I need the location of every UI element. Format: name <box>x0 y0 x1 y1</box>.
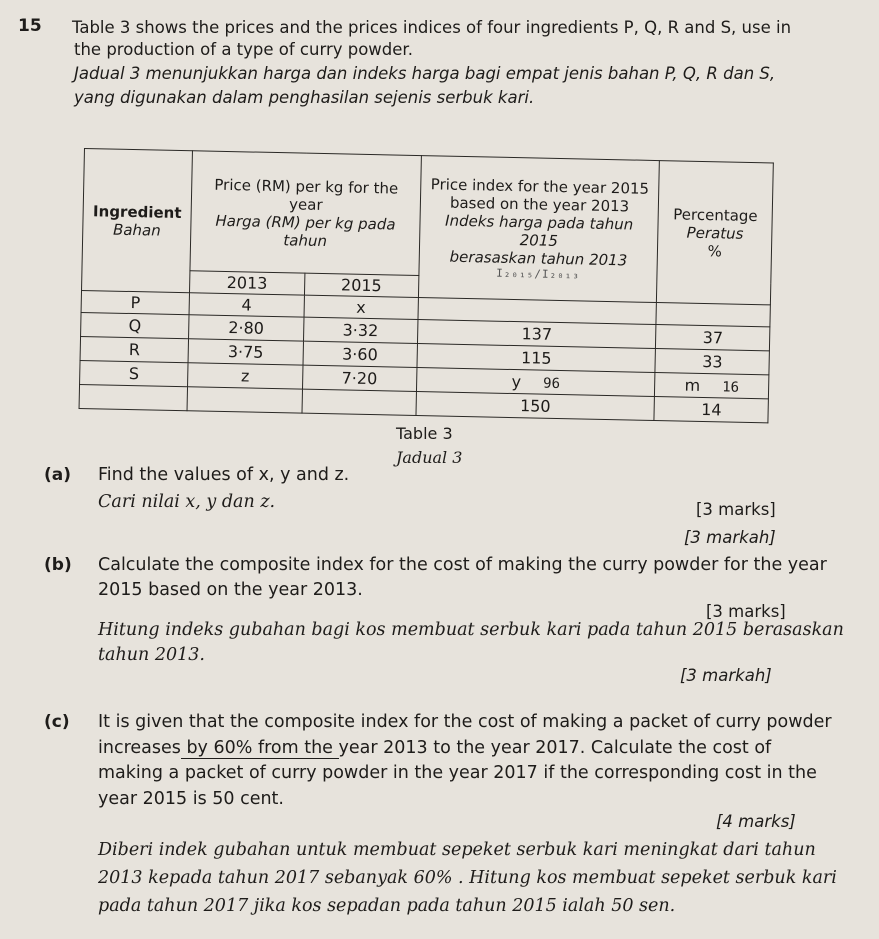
intro-english-line-2: the production of a type of curry powder. <box>74 40 413 59</box>
cell-price-2013: 4 <box>189 293 304 317</box>
header-price: Price (RM) per kg for the year Harga (RM) per kg pada tahun <box>190 151 421 276</box>
part-c-malay-line-1: Diberi indek gubahan untuk membuat sepeket serbuk kari meningkat dari tahun <box>98 840 816 860</box>
part-a-marks-english: [3 marks] <box>696 500 776 519</box>
intro-malay-line-2: yang digunakan dalam penghasilan sejenis serbuk kari. <box>74 88 535 107</box>
cell-ingredient: R <box>80 336 189 362</box>
part-b-marks-english: [3 marks] <box>706 602 786 621</box>
cell-price-2015: 3·32 <box>303 317 418 343</box>
part-b-malay-line-1: Hitung indeks gubahan bagi kos membuat serbuk kari pada tahun 2015 berasaskan <box>98 620 844 640</box>
part-b-english-line-1: Calculate the composite index for the cost of making the curry powder for the year <box>98 555 827 575</box>
price-index-table <box>79 148 774 423</box>
cell-percentage <box>656 303 770 327</box>
part-a-marks-malay: [3 markah] <box>684 528 776 547</box>
part-a-label: (a) <box>44 465 72 485</box>
cell-price-2013: 3·75 <box>188 339 303 365</box>
cell-price-2015: 3·60 <box>303 341 418 367</box>
part-c-english-line-3: making a packet of curry powder in the year 2017 if the corresponding cost in the <box>98 763 817 783</box>
cell-index: 150 <box>416 392 655 421</box>
part-a-english: Find the values of x, y and z. <box>98 465 350 485</box>
part-c-english-line-4: year 2015 is 50 cent. <box>98 789 284 809</box>
part-c-label: (c) <box>44 712 70 732</box>
header-year-2013: 2013 <box>190 271 305 295</box>
header-year-2015: 2015 <box>304 273 419 297</box>
cell-percentage: 37 <box>656 325 770 351</box>
cell-index: y 96 <box>416 368 655 397</box>
part-b-label: (b) <box>44 555 72 575</box>
part-c-malay-line-3: pada tahun 2017 jika kos sepadan pada tahun 2015 ialah 50 sen. <box>98 896 676 916</box>
cell-price-2015: x <box>304 295 419 319</box>
cell-price-2013: z <box>188 363 303 389</box>
header-price-index: Price index for the year 2015 based on the year 2013 Indeks harga pada tahun 2015 berasaskan tahun 2013 I₂₀₁₅/I₂₀₁₃ <box>418 156 660 303</box>
cell-ingredient <box>79 384 188 410</box>
handwritten-note: I₂₀₁₅/I₂₀₁₃ <box>496 266 581 282</box>
part-c-marks-english: [4 marks] <box>716 812 796 831</box>
part-b-malay-line-2: tahun 2013. <box>98 645 205 665</box>
cell-index: 137 <box>417 320 656 349</box>
part-c-english-line-2: increases by 60% from the year 2013 to the year 2017. Calculate the cost of <box>98 738 772 758</box>
intro-english-line-1: Table 3 shows the prices and the prices indices of four ingredients P, Q, R and S, use in <box>72 18 792 37</box>
handwritten-note: 96 <box>542 375 561 393</box>
part-a-malay: Cari nilai x, y dan z. <box>98 492 276 512</box>
part-b-marks-malay: [3 markah] <box>680 666 772 685</box>
cell-price-2013 <box>187 387 302 413</box>
header-ingredient: Ingredient Bahan <box>82 149 193 293</box>
cell-percentage: m 16 <box>655 373 769 399</box>
table-caption-english: Table 3 <box>396 424 453 443</box>
header-percentage: Percentage Peratus % <box>657 161 774 305</box>
intro-malay-line-1: Jadual 3 menunjukkan harga dan indeks harga bagi empat jenis bahan P, Q, R dan S, <box>74 64 776 83</box>
handwritten-note: 16 <box>722 379 740 396</box>
cell-ingredient: Q <box>81 312 190 338</box>
cell-ingredient: S <box>80 360 189 386</box>
cell-ingredient: P <box>81 290 190 314</box>
cell-index: 115 <box>417 344 656 373</box>
part-b-english-line-2: 2015 based on the year 2013. <box>98 580 363 600</box>
question-number: 15 <box>18 16 42 36</box>
cell-price-2015: 7·20 <box>302 365 417 391</box>
cell-percentage: 33 <box>655 349 769 375</box>
part-c-malay-line-2: 2013 kepada tahun 2017 sebanyak 60% . Hitung kos membuat sepeket serbuk kari <box>98 868 837 888</box>
part-c-english-line-1: It is given that the composite index for the cost of making a packet of curry powder <box>98 712 832 732</box>
cell-price-2013: 2·80 <box>189 315 304 341</box>
cell-percentage: 14 <box>654 397 768 423</box>
cell-price-2015 <box>302 389 417 415</box>
table-caption-malay: Jadual 3 <box>396 448 463 467</box>
